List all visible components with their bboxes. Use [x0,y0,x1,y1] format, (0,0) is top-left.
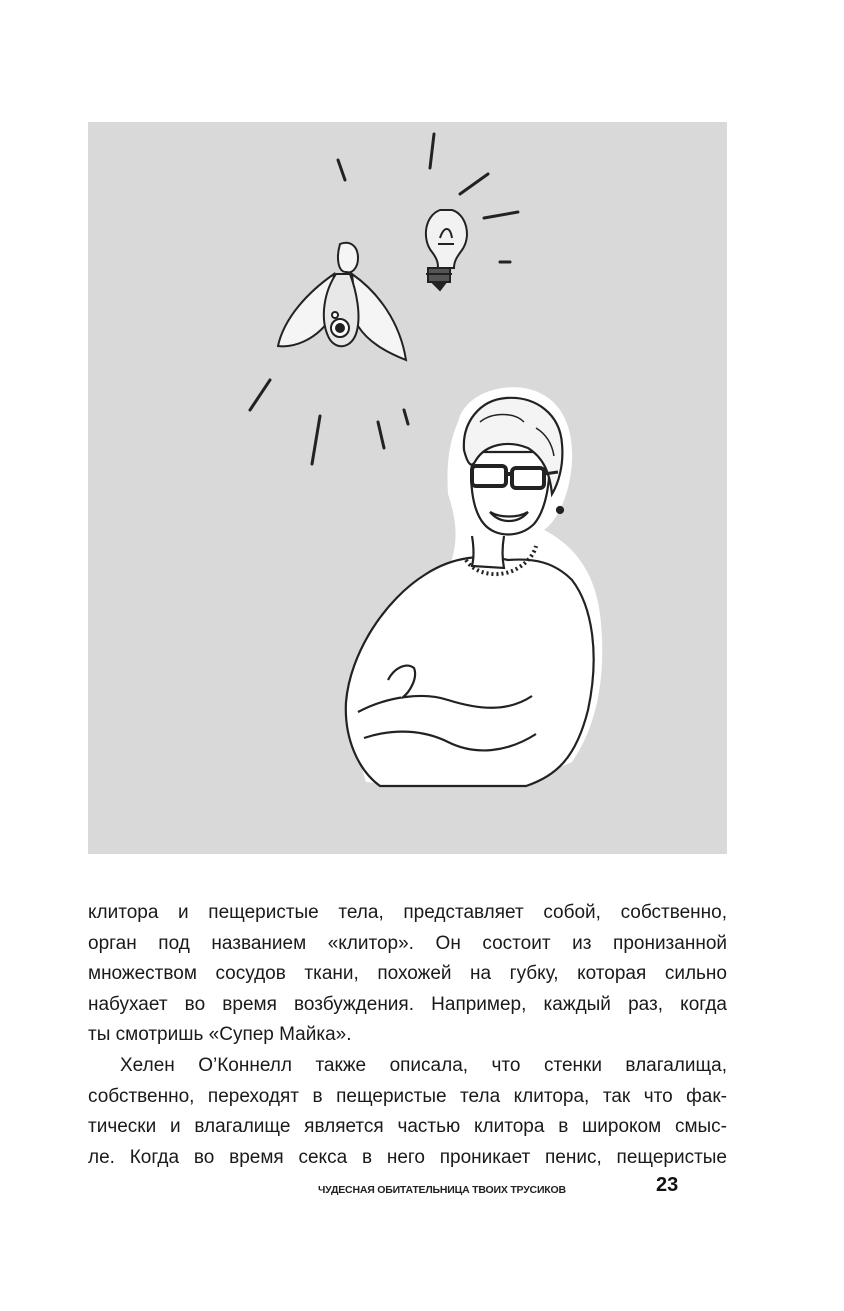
text-line: тически и влагалище является частью клитора в широком смыс- [88,1116,727,1138]
paragraph-1 [88,898,727,1051]
drawing-woman-with-lightbulb [88,122,727,854]
body-text [88,898,727,1173]
illustration [88,122,727,854]
running-title: ЧУДЕСНАЯ ОБИТАТЕЛЬНИЦА ТВОИХ ТРУСИКОВ [318,1184,566,1196]
text-line: Хелен О’Коннелл также описала, что стенки влагалища, [120,1054,727,1076]
text-line: ле. Когда во время секса в него проникает пенис, пещеристые [88,1146,727,1168]
anatomy-drawing [278,243,406,360]
page-number: 23 [656,1174,679,1196]
text-line: набухает во время возбуждения. Например, каждый раз, когда [88,993,727,1015]
text-line: ты смотришь «Супер Майка». [88,1024,352,1046]
lightbulb-icon [426,210,467,290]
text-line: собственно, переходят в пещеристые тела клитора, так что фак- [88,1085,727,1107]
text-line: множеством сосудов ткани, похожей на губку, которая сильно [88,963,727,985]
woman-figure [346,398,594,786]
text-line: орган под названием «клитор». Он состоит из пронизанной [88,932,727,954]
text-line: клитора и пещеристые тела, представляет собой, собственно, [88,902,727,923]
paragraph-2 [88,1051,727,1173]
